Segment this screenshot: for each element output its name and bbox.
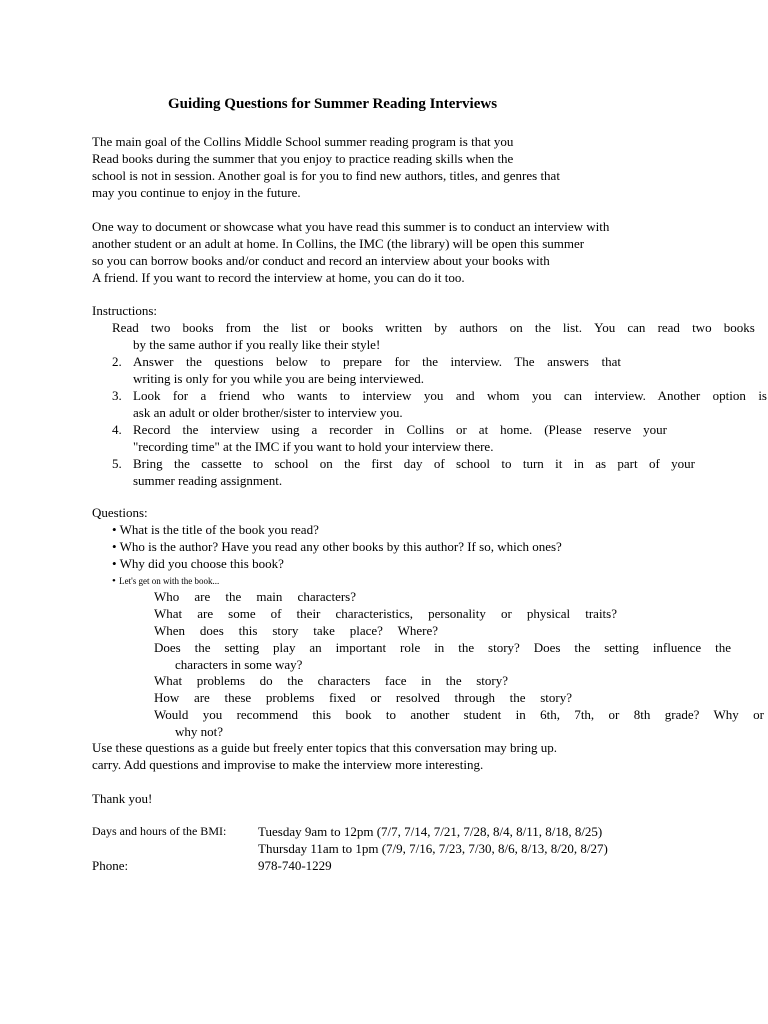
- sub-question-4-line-1: Does the setting play an important role in the story? Does the setting influence the: [154, 640, 731, 655]
- questions-heading: Questions:: [92, 505, 148, 520]
- instruction-3-line-1: Look for a friend who wants to interview you and whom you can interview. Another option is: [133, 388, 767, 403]
- intro-line-4: may you continue to enjoy in the future.: [92, 185, 301, 200]
- sub-question-7-line-2: why not?: [175, 724, 224, 739]
- instruction-3-line-2: ask an adult or older brother/sister to interview you.: [133, 405, 403, 420]
- sub-question-5: What problems do the characters face in the story?: [154, 673, 508, 688]
- closing-line-2: carry. Add questions and improvise to make the interview more interesting.: [92, 757, 484, 772]
- phone-number: 978-740-1229: [258, 858, 332, 873]
- document-line-2: another student or an adult at home. In Collins, the IMC (the library) will be open this summer: [92, 236, 585, 251]
- thanks-text: Thank you!: [92, 791, 153, 806]
- closing-line-1: Use these questions as a guide but freely enter topics that this conversation may bring up.: [92, 740, 557, 755]
- schedule-label: Days and hours of the BMI:: [92, 824, 227, 838]
- document-line-4: A friend. If you want to record the interview at home, you can do it too.: [92, 270, 465, 285]
- instructions-heading: Instructions:: [92, 303, 157, 318]
- schedule-thursday: Thursday 11am to 1pm (7/9, 7/16, 7/23, 7/30, 8/6, 8/13, 8/20, 8/27): [258, 841, 608, 856]
- schedule-tuesday: Tuesday 9am to 12pm (7/7, 7/14, 7/21, 7/28, 8/4, 8/11, 8/18, 8/25): [258, 824, 603, 839]
- instruction-4-line-1: Record the interview using a recorder in Collins or at home. (Please reserve your: [133, 422, 667, 437]
- bullet-glyph: •: [112, 575, 116, 587]
- instruction-1-line-2: by the same author if you really like their style!: [133, 337, 381, 352]
- intro-line-3: school is not in session. Another goal is for you to find new authors, titles, and genres that: [92, 168, 560, 183]
- small-bullet-text: Let's get on with the book...: [119, 576, 220, 586]
- sub-question-1: Who are the main characters?: [154, 589, 356, 604]
- instruction-5-number: 5.: [112, 456, 122, 471]
- sub-question-4-line-2: characters in some way?: [175, 657, 303, 672]
- intro-line-2: Read books during the summer that you enjoy to practice reading skills when the: [92, 151, 514, 166]
- question-bullet-3: • Why did you choose this book?: [112, 556, 284, 571]
- sub-question-6: How are these problems fixed or resolved through the story?: [154, 690, 572, 705]
- question-bullet-2: • Who is the author? Have you read any other books by this author? If so, which ones?: [112, 539, 562, 554]
- sub-question-2: What are some of their characteristics, personality or physical traits?: [154, 606, 617, 621]
- document-line-3: so you can borrow books and/or conduct and record an interview about your books with: [92, 253, 550, 268]
- phone-label: Phone:: [92, 858, 129, 873]
- instruction-1-line-1: Read two books from the list or books written by authors on the list. You can read two books: [112, 320, 755, 335]
- instruction-4-number: 4.: [112, 422, 122, 437]
- instruction-4-line-2: "recording time" at the IMC if you want to hold your interview there.: [133, 439, 494, 454]
- sub-question-7-line-1: Would you recommend this book to another student in 6th, 7th, or 8th grade? Why or: [154, 707, 764, 722]
- page-title: Guiding Questions for Summer Reading Interviews: [168, 96, 498, 112]
- instruction-2-line-2: writing is only for you while you are being interviewed.: [133, 371, 424, 386]
- intro-line-1: The main goal of the Collins Middle School summer reading program is that you: [92, 134, 514, 149]
- instruction-5-line-2: summer reading assignment.: [133, 473, 283, 488]
- instruction-3-number: 3.: [112, 388, 122, 403]
- sub-question-3: When does this story take place? Where?: [154, 623, 438, 638]
- instruction-2-line-1: Answer the questions below to prepare for the interview. The answers that: [133, 354, 621, 369]
- document-line-1: One way to document or showcase what you have read this summer is to conduct an interview with: [92, 219, 610, 234]
- instruction-5-line-1: Bring the cassette to school on the first day of school to turn it in as part of your: [133, 456, 695, 471]
- instruction-2-number: 2.: [112, 354, 122, 369]
- question-bullet-1: • What is the title of the book you read?: [112, 522, 319, 537]
